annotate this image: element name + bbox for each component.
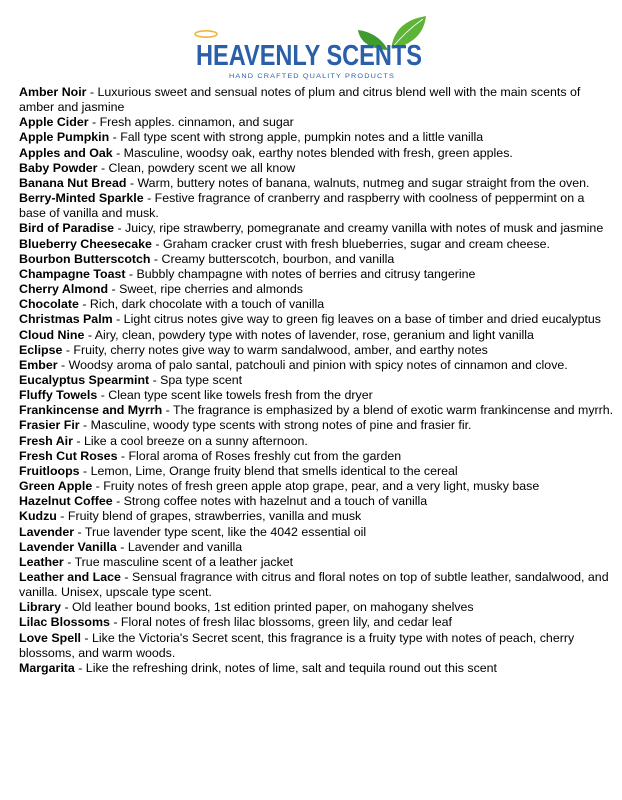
scent-name: Lilac Blossoms [19, 615, 110, 630]
scent-name: Blueberry Cheesecake [19, 236, 152, 251]
scent-description: Masculine, woodsy oak, earthy notes blended with fresh, green apples. [123, 145, 513, 160]
scent-entry: Banana Nut Bread - Warm, buttery notes of banana, walnuts, nutmeg and sugar straight from the oven. [19, 175, 590, 190]
scent-entry: Fruitloops - Lemon, Lime, Orange fruity blend that smells identical to the cereal [19, 463, 458, 478]
scent-description: Sweet, ripe cherries and almonds [119, 282, 303, 297]
scent-entry: Leather - True masculine scent of a leather jacket [19, 554, 294, 569]
scent-entry: Kudzu - Fruity blend of grapes, strawberries, vanilla and musk [19, 509, 362, 524]
scent-name: Library [19, 600, 62, 615]
scent-description: Luxurious sweet and sensual notes of plum and citrus blend well with the main scents of amber and jasmine [19, 85, 581, 115]
brand-name: HEAVENLY SCENTS [196, 40, 422, 72]
scent-name: Margarita [19, 660, 75, 675]
scent-name: Ember [19, 357, 58, 372]
scent-entry: Eclipse - Fruity, cherry notes give way to warm sandalwood, amber, and earthy notes [19, 342, 488, 357]
scent-entry: Library - Old leather bound books, 1st edition printed paper, on mahogany shelves [19, 600, 474, 615]
scent-entry: Lavender Vanilla - Lavender and vanilla [19, 539, 243, 554]
scent-description: Fruity notes of fresh green apple atop grape, pear, and a very light, musky base [103, 479, 540, 494]
scent-entry: Hazelnut Coffee - Strong coffee notes with hazelnut and a touch of vanilla [19, 494, 428, 509]
scent-description: Like the refreshing drink, notes of lime, salt and tequila round out this scent [85, 660, 497, 675]
scent-description: Strong coffee notes with hazelnut and a touch of vanilla [123, 494, 428, 509]
scent-entry: Love Spell - Like the Victoria's Secret scent, this fragrance is a fruity type with notes of peach, cherry blossoms, and warm woods. [19, 630, 575, 660]
scent-entry: Champagne Toast - Bubbly champagne with notes of berries and citrusy tangerine [19, 266, 476, 281]
scent-description: Fruity blend of grapes, strawberries, vanilla and musk [67, 509, 362, 524]
scent-entry: Bourbon Butterscotch - Creamy butterscotch, bourbon, and vanilla [19, 251, 395, 266]
scent-description: Clean, powdery scent we all know [108, 160, 296, 175]
scent-name: Fruitloops [19, 463, 80, 478]
scent-entry: Ember - Woodsy aroma of palo santal, patchouli and pinion with spicy notes of cinnamon and clove. [19, 357, 568, 372]
scent-entry: Fresh Air - Like a cool breeze on a sunny afternoon. [19, 433, 308, 448]
scent-name: Kudzu [19, 509, 57, 524]
scent-entry: Apples and Oak - Masculine, woodsy oak, earthy notes blended with fresh, green apples. [19, 145, 513, 160]
scent-description: Sensual fragrance with citrus and floral notes on top of subtle leather, sandalwood, and vanilla. Unisex, upscale type scent. [19, 570, 609, 600]
scent-entry: Lavender - True lavender type scent, like the 4042 essential oil [19, 524, 367, 539]
scent-description: Spa type scent [160, 372, 243, 387]
scent-name: Leather and Lace [19, 570, 121, 584]
scent-description: Fresh apples. cinnamon, and sugar [99, 115, 294, 130]
scent-name: Frankincense and Myrrh [19, 403, 163, 418]
scent-description: Like the Victoria's Secret scent, this fragrance is a fruity type with notes of peach, cherry blossoms, and warm woods. [19, 630, 575, 660]
scent-name: Lavender [19, 524, 75, 539]
scent-name: Eucalyptus Spearmint [19, 372, 150, 387]
scent-entry: Frasier Fir - Masculine, woody type scents with strong notes of pine and frasier fir. [19, 418, 472, 433]
scent-description: Lavender and vanilla [127, 539, 243, 554]
scent-entry: Margarita - Like the refreshing drink, notes of lime, salt and tequila round out this scent [19, 660, 497, 675]
scent-name: Fresh Air [19, 433, 73, 448]
scent-name: Hazelnut Coffee [19, 494, 113, 509]
scent-description: True masculine scent of a leather jacket [74, 554, 294, 569]
scent-description: Lemon, Lime, Orange fruity blend that smells identical to the cereal [90, 463, 458, 478]
scent-description: Graham cracker crust with fresh blueberries, sugar and cream cheese. [162, 236, 550, 251]
scent-name: Lavender Vanilla [19, 539, 117, 554]
scent-name: Apples and Oak [19, 145, 113, 160]
scent-name: Champagne Toast [19, 266, 126, 281]
scent-name: Banana Nut Bread [19, 175, 127, 190]
heavenly-scents-logo [0, 14, 622, 84]
scent-description: Light citrus notes give way to green fig leaves on a base of timber and dried eucalyptus [123, 312, 601, 327]
scent-description: Creamy butterscotch, bourbon, and vanilla [161, 251, 395, 266]
scent-name: Fresh Cut Roses [19, 448, 118, 463]
scent-entry: Fluffy Towels - Clean type scent like towels fresh from the dryer [19, 388, 373, 403]
scent-description: Old leather bound books, 1st edition printed paper, on mahogany shelves [72, 600, 474, 615]
scent-description: Masculine, woody type scents with strong notes of pine and frasier fir. [90, 418, 472, 433]
scent-description: Like a cool breeze on a sunny afternoon. [83, 433, 308, 448]
scent-name: Frasier Fir [19, 418, 80, 433]
scent-list [19, 85, 614, 676]
scent-name: Cloud Nine [19, 327, 85, 342]
scent-entry: Chocolate - Rich, dark chocolate with a touch of vanilla [19, 297, 325, 312]
scent-entry: Cherry Almond - Sweet, ripe cherries and almonds [19, 282, 303, 297]
scent-name: Amber Noir [19, 85, 87, 99]
scent-description: Woodsy aroma of palo santal, patchouli and pinion with spicy notes of cinnamon and clove. [68, 357, 568, 372]
scent-description: Bubbly champagne with notes of berries and citrusy tangerine [136, 266, 476, 281]
scent-description: Warm, buttery notes of banana, walnuts, nutmeg and sugar straight from the oven. [137, 175, 590, 190]
scent-entry: Baby Powder - Clean, powdery scent we all know [19, 160, 296, 175]
scent-description: Airy, clean, powdery type with notes of lavender, rose, geranium and light vanilla [94, 327, 534, 342]
scent-description: Rich, dark chocolate with a touch of vanilla [89, 297, 325, 312]
scent-description: Floral notes of fresh lilac blossoms, green lily, and cedar leaf [120, 615, 452, 630]
scent-entry: Eucalyptus Spearmint - Spa type scent [19, 372, 243, 387]
scent-name: Chocolate [19, 297, 79, 312]
scent-name: Apple Pumpkin [19, 130, 110, 145]
scent-name: Berry-Minted Sparkle [19, 191, 144, 206]
scent-entry: Green Apple - Fruity notes of fresh green apple atop grape, pear, and a very light, musky base [19, 479, 540, 494]
scent-description: Juicy, ripe strawberry, pomegranate and creamy vanilla with notes of musk and jasmine [125, 221, 604, 236]
scent-description: Floral aroma of Roses freshly cut from the garden [128, 448, 402, 463]
scent-name: Fluffy Towels [19, 388, 98, 403]
scent-entry: Lilac Blossoms - Floral notes of fresh lilac blossoms, green lily, and cedar leaf [19, 615, 452, 630]
scent-description: Clean type scent like towels fresh from the dryer [108, 388, 373, 403]
brand-tagline: HAND CRAFTED QUALITY PRODUCTS [229, 73, 395, 80]
scent-entry: Frankincense and Myrrh - The fragrance is emphasized by a blend of exotic warm frankincense and myrrh. [19, 403, 614, 418]
scent-entry: Apple Cider - Fresh apples. cinnamon, and sugar [19, 115, 294, 130]
scent-entry: Leather and Lace - Sensual fragrance with citrus and floral notes on top of subtle leather, sandalwood, and vanilla. Unisex, upscale type scent. [19, 570, 609, 600]
scent-description: Fall type scent with strong apple, pumpkin notes and a little vanilla [120, 130, 484, 145]
scent-entry: Blueberry Cheesecake - Graham cracker crust with fresh blueberries, sugar and cream cheese. [19, 236, 550, 251]
scent-entry: Amber Noir - Luxurious sweet and sensual notes of plum and citrus blend well with the main scents of amber and jasmine [19, 85, 581, 115]
scent-description: Fruity, cherry notes give way to warm sandalwood, amber, and earthy notes [73, 342, 488, 357]
scent-name: Baby Powder [19, 160, 98, 175]
scent-name: Christmas Palm [19, 312, 113, 327]
scent-name: Cherry Almond [19, 282, 109, 297]
scent-entry: Cloud Nine - Airy, clean, powdery type with notes of lavender, rose, geranium and light vanilla [19, 327, 534, 342]
scent-name: Green Apple [19, 479, 93, 494]
scent-name: Eclipse [19, 342, 63, 357]
scent-entry: Bird of Paradise - Juicy, ripe strawberry, pomegranate and creamy vanilla with notes of musk and jasmine [19, 221, 604, 236]
scent-name: Leather [19, 554, 64, 569]
scent-description: Festive fragrance of cranberry and raspberry with coolness of peppermint on a base of vanilla and musk. [19, 191, 585, 221]
scent-name: Love Spell [19, 630, 81, 645]
scent-name: Apple Cider [19, 115, 89, 130]
scent-entry: Berry-Minted Sparkle - Festive fragrance of cranberry and raspberry with coolness of peppermint on a base of vanilla and musk. [19, 191, 585, 221]
scent-name: Bourbon Butterscotch [19, 251, 151, 266]
halo-icon [195, 31, 217, 37]
scent-entry: Christmas Palm - Light citrus notes give way to green fig leaves on a base of timber and dried eucalyptus [19, 312, 601, 327]
scent-entry: Apple Pumpkin - Fall type scent with strong apple, pumpkin notes and a little vanilla [19, 130, 484, 145]
scent-description: True lavender type scent, like the 4042 essential oil [84, 524, 367, 539]
scent-entry: Fresh Cut Roses - Floral aroma of Roses freshly cut from the garden [19, 448, 402, 463]
scent-name: Bird of Paradise [19, 221, 115, 236]
scent-description: The fragrance is emphasized by a blend of exotic warm frankincense and myrrh. [173, 403, 614, 418]
